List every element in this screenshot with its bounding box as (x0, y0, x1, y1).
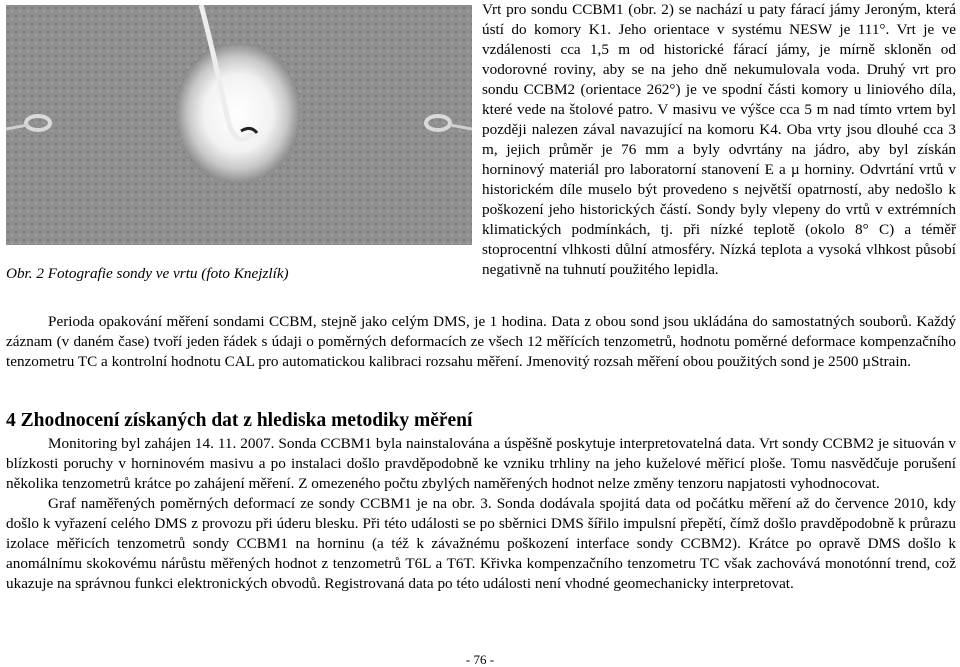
page-number: - 76 - (465, 652, 495, 667)
figure-caption: Obr. 2 Fotografie sondy ve vrtu (foto Knejzlík) (6, 265, 289, 282)
borehole-photo (6, 5, 472, 245)
borehole-description-paragraph: Vrt pro sondu CCBM1 (obr. 2) se nachází u paty fárací jámy Jeroným, která ústí do komory K1. Jeho orientace v systému NESW je 111°. Vrt je ve vzdálenosti cca 1,5 m od historické fárací jámy, je mírně skloněn od vodorovné roviny, aby se na jeho dně nekumulovala voda. Druhý vrt pro sondu CCBM2 (orientace 262°) je ve spodní části komory u liniového díla, které vede na štolové patro. V masivu ve výšce cca 5 m nad tímto vrtem byl později nalezen zával navazující na komoru K4. Oba vrty jsou dlouhé cca 3 m, jejich průměr je 76 mm a byly odvrtány na jádro, aby byl získán horninový materiál pro laboratorní stanovení E a µ horniny. Odvrtání vrtů v historickém díle muselo být provedeno s největší opatrností, aby nedošlo k poškození jeho historických částí. Sondy byly vlepeny do vrtů v extrémních klimatických podmínkách, tj. při nízké teplotě (okolo 8° C) a téměř stoprocentní vlhkosti důlní atmosféry. Nízká teplota a vysoká vlhkost působí negativně na tuhnutí použitého lepidla. (482, 1, 956, 278)
borehole-opening (176, 43, 300, 183)
section-paragraph-1: Monitoring byl zahájen 14. 11. 2007. Sonda CCBM1 byla nainstalována a úspěšně poskytuje interpretovatelná data. Vrt sondy CCBM2 je situován v blízkosti poruchy v horninovém masivu a po instalaci došlo pravděpodobně ke vzniku trhliny na jeho kuželové měřicí ploše. Tomu nasvědčuje porušení několika tenzometrů krátce po zahájení měření. Z omezeného počtu zbylých naměřených hodnot nelze změny tenzoru napjatosti vyhodnocovat. (6, 435, 956, 492)
borehole-photo-drawing (6, 5, 472, 245)
section-body (6, 434, 956, 594)
section-heading: 4 Zhodnocení získaných dat z hlediska metodiky měření (6, 410, 473, 431)
measurement-period-paragraph: Perioda opakování měření sondami CCBM, stejně jako celým DMS, je 1 hodina. Data z obou sond jsou ukládána do samostatných souborů. Každý záznam (v daném čase) tvoří jeden řádek s údaji o poměrných deformacích ze všech 12 měřících tenzometrů, hodnotu poměrné deformace kompenzačního tenzometru TC a kontrolní hodnotu CAL pro automatickou kalibraci rozsahu měření. Jmenovitý rozsah měření obou použitých sond je 2500 µStrain. (6, 313, 956, 370)
right-column-text (482, 0, 956, 280)
section-paragraph-2: Graf naměřených poměrných deformací ze sondy CCBM1 je na obr. 3. Sonda dodávala spojitá data od počátku měření až do července 2010, kdy došlo k vyřazení celého DMS z provozu při úderu blesku. Při této události se po sběrnici DMS šířilo impulsní přepětí, čímž došlo pravděpodobně k průrazu izolace měřicích tenzometrů sondy CCBM1 na horninu (a též k závažnému poškození interface sondy CCBM2). Krátce po opravě DMS došlo k anomálnímu skokovému nárůstu měřených hodnot z tenzometrů T6L a T6T. Křivka kompenzačního tenzometru TC však zachovává monotónní trend, což ukazuje na správnou funkci elektronických obvodů. Registrovaná data po této události není vhodné geomechanicky interpretovat. (6, 495, 956, 592)
measurement-period-block (6, 312, 956, 372)
